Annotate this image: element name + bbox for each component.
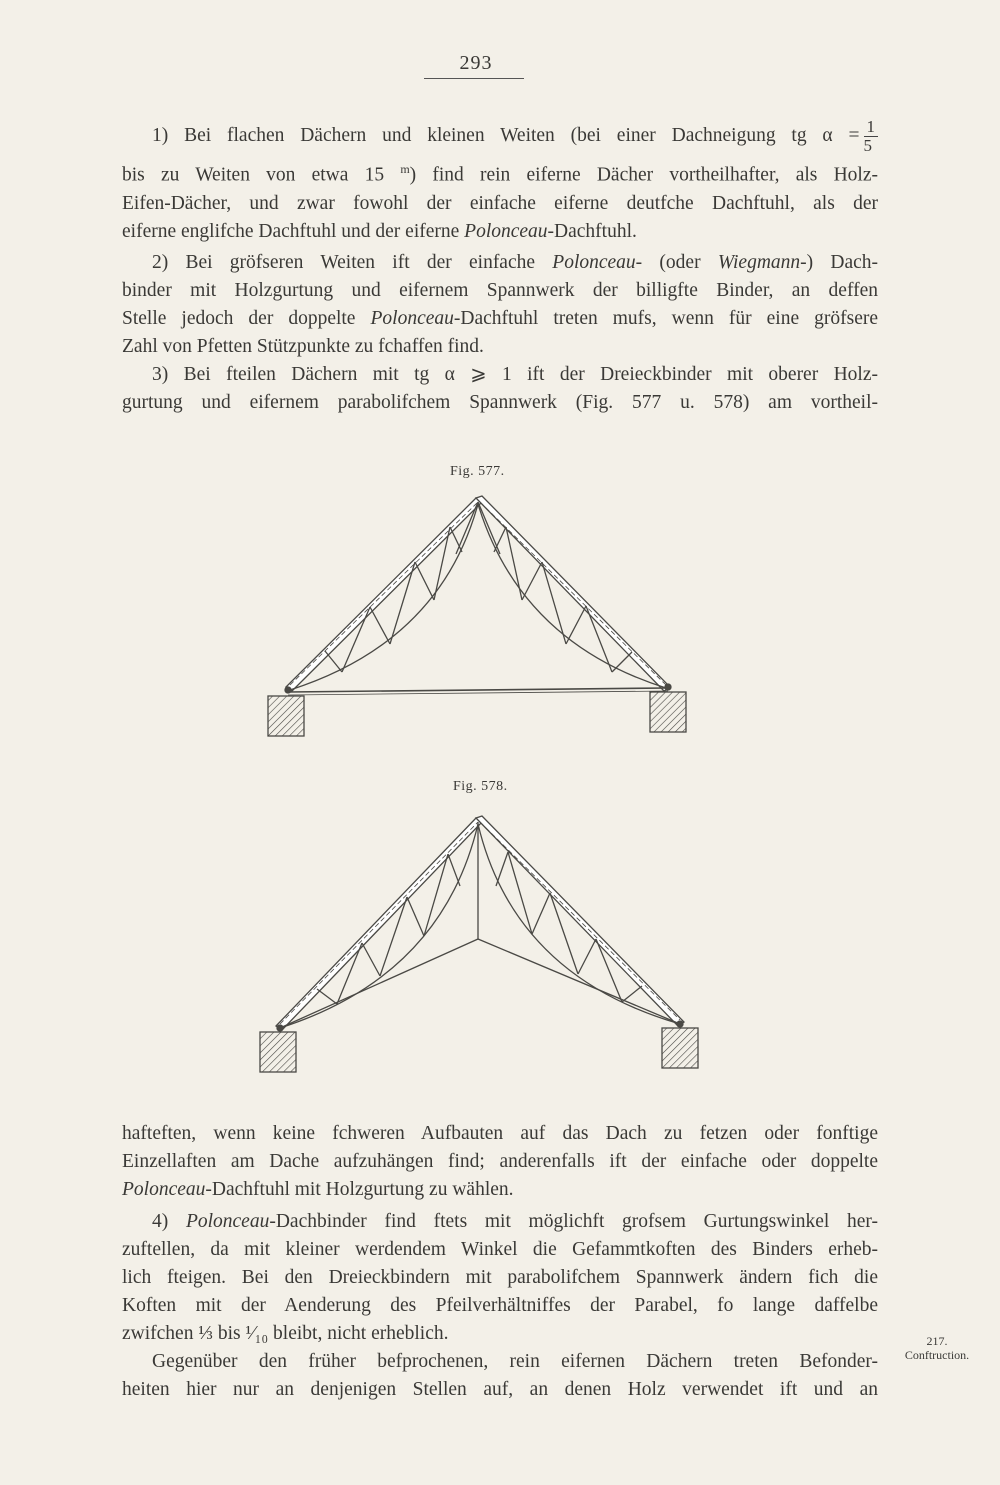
para2-line-1: 2) Bei gröfseren Weiten ift der einfache Polonceau- (oder Wiegmann-) Dach- [152, 252, 879, 273]
page-number-rule [424, 78, 524, 79]
para1-line-3: Eifen-Dächer, und zwar fowohl der einfache eiferne deutfche Dachftuhl, als der [122, 192, 878, 214]
para5-line-2: zuftellen, da mit kleiner werdendem Winkel die Gefammtkoften des Binders erheb- [122, 1239, 878, 1260]
margin-note-number: 217. [926, 1334, 948, 1348]
fig578-right-support [662, 1028, 698, 1068]
fraction-one-fifth: $\frac{1}{5}$ [864, 118, 879, 155]
para2-line-3: Stelle jedoch der doppelte Polonceau-Dachftuhl treten mufs, wenn für eine gröfsere [122, 308, 879, 329]
figure-577-caption: Fig. 577. [450, 464, 505, 479]
page-number: 293 [459, 52, 493, 74]
paragraph-1 [122, 118, 878, 246]
para2-line-2: binder mit Holzgurtung und eifernem Spannwerk der billigfte Binder, an deffen [122, 280, 878, 301]
figure-578-caption: Fig. 578. [453, 779, 508, 794]
figure-578 [252, 806, 712, 1076]
para1-line-1: 1) Bei flachen Dächern und kleinen Weiten (bei einer Dachneigung tg α = $\frac{1}{5}$ [122, 118, 878, 155]
fig577-right-support [650, 692, 686, 732]
paragraph-2 [122, 249, 878, 361]
para4-line-3: Polonceau-Dachftuhl mit Holzgurtung zu wählen. [122, 1179, 514, 1200]
para3-line-1: 3) Bei fteilen Dächern mit tg α ⩾ 1 ift der Dreieckbinder mit oberer Holz- [152, 364, 878, 385]
para6-line-2: heiten hier nur an denjenigen Stellen auf, an denen Holz verwendet ift und an [122, 1379, 878, 1400]
fig578-left-tie [280, 939, 478, 1028]
para6-line-1: Gegenüber den früher befprochenen, rein eifernen Dächern treten Befonder- [152, 1351, 878, 1372]
para3-line-2: gurtung und eifernem parabolifchem Spannwerk (Fig. 577 u. 578) am vortheil- [122, 392, 878, 413]
para5-line-1: 4) Polonceau-Dachbinder find ftets mit möglichft grofsem Gurtungswinkel her- [152, 1211, 878, 1232]
margin-note-label: Conftruction. [904, 1348, 970, 1362]
margin-note [882, 1334, 992, 1362]
paragraph-4 [122, 1120, 878, 1204]
paragraph-3 [122, 361, 878, 417]
para5-line-5: zwifchen ⅓ bis ¹⁄₁₀ bleibt, nicht erheblich. [122, 1323, 449, 1344]
paragraph-5 [122, 1208, 878, 1348]
figure-577 [260, 482, 700, 744]
para5-line-4: Koften mit der Aenderung des Pfeilverhältniffes der Parabel, fo lange daffelbe [122, 1295, 878, 1316]
fig577-left-support [268, 696, 304, 736]
para5-line-3: lich fteigen. Bei den Dreieckbindern mit parabolifchem Spannwerk ändern fich die [122, 1267, 878, 1288]
para1-line-2: bis zu Weiten von etwa 15 $^m$) find rein eiferne Dächer vortheilhafter, als Holz- [122, 162, 878, 186]
paragraph-6 [122, 1348, 878, 1404]
para4-line-1: hafteften, wenn keine fchweren Aufbauten auf das Dach zu fetzen oder fonftige [122, 1123, 878, 1144]
fig578-right-tie [478, 939, 680, 1024]
fig578-left-support [260, 1032, 296, 1072]
para2-line-4: Zahl von Pfetten Stützpunkte zu fchaffen find. [122, 336, 484, 357]
para1-line-4: eiferne englifche Dachftuhl und der eiferne Polonceau-Dachftuhl. [122, 220, 637, 242]
para4-line-2: Einzellaften am Dache aufzuhängen find; anderenfalls ift der einfache oder doppelte [122, 1151, 878, 1172]
